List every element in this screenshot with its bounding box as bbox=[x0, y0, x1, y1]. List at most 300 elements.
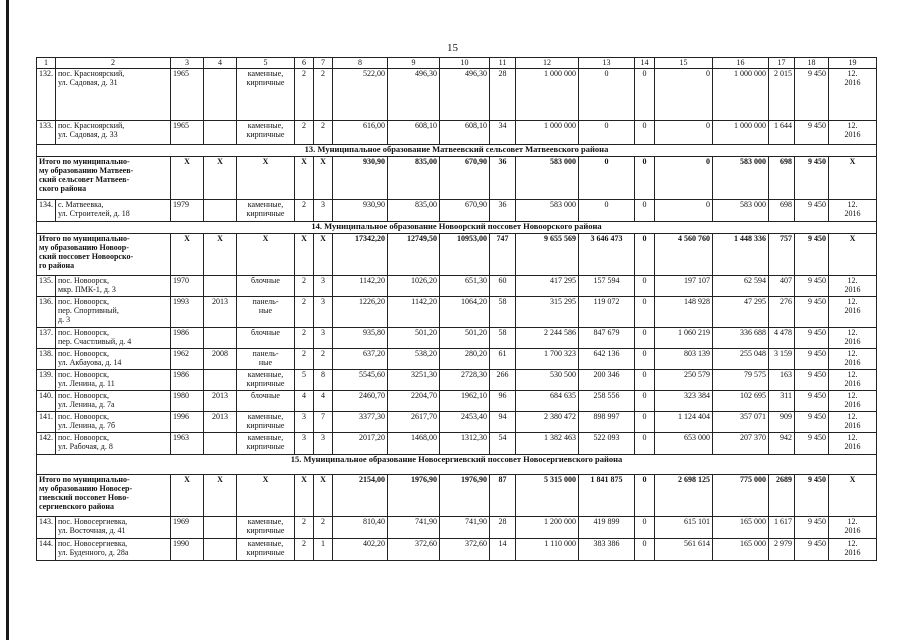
table-cell: 3 bbox=[314, 200, 333, 222]
subtotal-cell: 87 bbox=[490, 475, 516, 517]
table-cell: 0 bbox=[635, 433, 655, 455]
table-cell bbox=[204, 69, 237, 121]
table-cell: 12. 2016 bbox=[829, 121, 877, 145]
table-cell: 2 bbox=[295, 539, 314, 561]
table-cell: 496,30 bbox=[440, 69, 490, 121]
table-row bbox=[37, 391, 877, 412]
table-cell: 0 bbox=[655, 200, 713, 222]
row-number: 140. bbox=[37, 391, 56, 412]
column-number-cell: 6 bbox=[295, 58, 314, 69]
table-cell: 2 015 bbox=[769, 69, 795, 121]
table-cell: 323 384 bbox=[655, 391, 713, 412]
subtotal-cell: 757 bbox=[769, 234, 795, 276]
row-number: 138. bbox=[37, 349, 56, 370]
table-cell: 7 bbox=[314, 412, 333, 433]
table-cell: 12. 2016 bbox=[829, 433, 877, 455]
table-cell: 1965 bbox=[171, 69, 204, 121]
table-cell: 47 295 bbox=[713, 297, 769, 328]
table-cell: 1468,00 bbox=[388, 433, 440, 455]
table-cell: 1064,20 bbox=[440, 297, 490, 328]
table-cell: 1962 bbox=[171, 349, 204, 370]
table-cell: 0 bbox=[635, 328, 655, 349]
table-cell: панель- ные bbox=[237, 349, 295, 370]
table-cell: 2013 bbox=[204, 391, 237, 412]
subtotal-cell: 747 bbox=[490, 234, 516, 276]
table-cell: 1 000 000 bbox=[713, 69, 769, 121]
table-cell bbox=[204, 200, 237, 222]
table-cell: панель- ные bbox=[237, 297, 295, 328]
table-cell: 54 bbox=[490, 433, 516, 455]
subtotal-cell: 3 646 473 bbox=[579, 234, 635, 276]
table-cell: 12. 2016 bbox=[829, 200, 877, 222]
column-number-cell: 14 bbox=[635, 58, 655, 69]
table-row bbox=[37, 121, 877, 145]
table-cell: 165 000 bbox=[713, 517, 769, 539]
column-number-cell: 13 bbox=[579, 58, 635, 69]
subtotal-cell: 1976,90 bbox=[388, 475, 440, 517]
column-number-cell: 3 bbox=[171, 58, 204, 69]
section-heading: 13. Муниципальное образование Матвеевский сельсовет Матвеевского района bbox=[37, 145, 877, 157]
section-heading: 15. Муниципальное образование Новосергиевский поссовет Новосергиевского района bbox=[37, 455, 877, 475]
table-cell: 1969 bbox=[171, 517, 204, 539]
table-cell: 3 bbox=[314, 433, 333, 455]
table-cell: каменные, кирпичные bbox=[237, 121, 295, 145]
table-cell: 157 594 bbox=[579, 276, 635, 297]
table-cell: 1986 bbox=[171, 328, 204, 349]
table-cell: 9 450 bbox=[795, 276, 829, 297]
row-number: 137. bbox=[37, 328, 56, 349]
subtotal-cell: 0 bbox=[635, 234, 655, 276]
table-cell: 501,20 bbox=[388, 328, 440, 349]
table-cell: 1962,10 bbox=[440, 391, 490, 412]
table-cell: 9 450 bbox=[795, 69, 829, 121]
row-number: 143. bbox=[37, 517, 56, 539]
table-cell: 12. 2016 bbox=[829, 391, 877, 412]
table-cell: 2 979 bbox=[769, 539, 795, 561]
table-cell: 1 617 bbox=[769, 517, 795, 539]
table-cell: 909 bbox=[769, 412, 795, 433]
table-cell: 2 bbox=[295, 297, 314, 328]
subtotal-cell: 0 bbox=[655, 157, 713, 200]
table-cell: 12. 2016 bbox=[829, 412, 877, 433]
table-cell: 0 bbox=[635, 517, 655, 539]
table-cell: 9 450 bbox=[795, 433, 829, 455]
table-row bbox=[37, 370, 877, 391]
subtotal-cell: X bbox=[295, 234, 314, 276]
table-cell: 165 000 bbox=[713, 539, 769, 561]
table-cell: 9 450 bbox=[795, 517, 829, 539]
subtotal-cell: 698 bbox=[769, 157, 795, 200]
table-row bbox=[37, 349, 877, 370]
table-cell: 12. 2016 bbox=[829, 349, 877, 370]
table-cell: 0 bbox=[635, 349, 655, 370]
table-row bbox=[37, 328, 877, 349]
table-cell: 2460,70 bbox=[333, 391, 388, 412]
table-cell: 58 bbox=[490, 297, 516, 328]
subtotal-cell: 930,90 bbox=[333, 157, 388, 200]
subtotal-cell: X bbox=[171, 157, 204, 200]
table-cell: 207 370 bbox=[713, 433, 769, 455]
housing-register-table bbox=[36, 57, 877, 561]
table-cell: 9 450 bbox=[795, 328, 829, 349]
table-cell: 2013 bbox=[204, 297, 237, 328]
column-number-cell: 12 bbox=[516, 58, 579, 69]
table-cell: 522 093 bbox=[579, 433, 635, 455]
table-cell: 28 bbox=[490, 517, 516, 539]
row-number: 142. bbox=[37, 433, 56, 455]
table-cell: 2 bbox=[314, 121, 333, 145]
subtotal-cell: X bbox=[829, 234, 877, 276]
table-cell: 266 bbox=[490, 370, 516, 391]
table-cell: 28 bbox=[490, 69, 516, 121]
table-cell: 3377,30 bbox=[333, 412, 388, 433]
address-cell: пос. Новоорск, ул. Ленина, д. 7а bbox=[56, 391, 171, 412]
column-number-cell: 17 bbox=[769, 58, 795, 69]
table-cell: 4 bbox=[314, 391, 333, 412]
subtotal-cell: 0 bbox=[635, 157, 655, 200]
subtotal-cell: 0 bbox=[579, 157, 635, 200]
table-cell: 1990 bbox=[171, 539, 204, 561]
table-cell: 0 bbox=[635, 391, 655, 412]
table-cell: 583 000 bbox=[713, 200, 769, 222]
subtotal-cell: 2 698 125 bbox=[655, 475, 713, 517]
table-cell: 5 bbox=[295, 370, 314, 391]
table-cell: 2453,40 bbox=[440, 412, 490, 433]
table-cell: 835,00 bbox=[388, 200, 440, 222]
table-cell: 698 bbox=[769, 200, 795, 222]
table-cell: 12. 2016 bbox=[829, 517, 877, 539]
table-cell: 36 bbox=[490, 200, 516, 222]
table-cell: 1980 bbox=[171, 391, 204, 412]
column-number-cell: 1 bbox=[37, 58, 56, 69]
table-cell: 12. 2016 bbox=[829, 328, 877, 349]
table-cell bbox=[204, 517, 237, 539]
table-cell: 930,90 bbox=[333, 200, 388, 222]
subtotal-label: Итого по муниципально- му образованию Новосер- гиевский поссовет Ново- сергиевского района bbox=[37, 475, 171, 517]
table-cell: 670,90 bbox=[440, 200, 490, 222]
table-cell: 942 bbox=[769, 433, 795, 455]
table-cell: 583 000 bbox=[516, 200, 579, 222]
table-row bbox=[37, 433, 877, 455]
table-cell: 1 700 323 bbox=[516, 349, 579, 370]
row-number: 141. bbox=[37, 412, 56, 433]
table-cell: 847 679 bbox=[579, 328, 635, 349]
table-cell: 276 bbox=[769, 297, 795, 328]
table-cell: 2 244 586 bbox=[516, 328, 579, 349]
subtotal-cell: X bbox=[171, 475, 204, 517]
subtotal-cell: X bbox=[237, 157, 295, 200]
row-number: 136. bbox=[37, 297, 56, 328]
table-cell: 637,20 bbox=[333, 349, 388, 370]
table-row bbox=[37, 276, 877, 297]
subtotal-cell: 2154,00 bbox=[333, 475, 388, 517]
subtotal-cell: 9 450 bbox=[795, 157, 829, 200]
table-cell: 651,30 bbox=[440, 276, 490, 297]
table-cell bbox=[204, 328, 237, 349]
table-cell: 315 295 bbox=[516, 297, 579, 328]
row-number: 135. bbox=[37, 276, 56, 297]
table-row bbox=[37, 69, 877, 121]
table-cell: 1226,20 bbox=[333, 297, 388, 328]
table-cell: 402,20 bbox=[333, 539, 388, 561]
table-cell: 561 614 bbox=[655, 539, 713, 561]
table-cell: 79 575 bbox=[713, 370, 769, 391]
address-cell: с. Матвеевка, ул. Строителей, д. 18 bbox=[56, 200, 171, 222]
table-cell: 12. 2016 bbox=[829, 69, 877, 121]
column-number-cell: 18 bbox=[795, 58, 829, 69]
table-cell: 9 450 bbox=[795, 539, 829, 561]
table-cell: 2 bbox=[314, 517, 333, 539]
table-cell: 1979 bbox=[171, 200, 204, 222]
row-number: 132. bbox=[37, 69, 56, 121]
table-cell: 1312,30 bbox=[440, 433, 490, 455]
table-cell: 407 bbox=[769, 276, 795, 297]
column-number-cell: 5 bbox=[237, 58, 295, 69]
subtotal-cell: X bbox=[295, 475, 314, 517]
table-cell: 3 bbox=[295, 412, 314, 433]
table-cell: 12. 2016 bbox=[829, 539, 877, 561]
table-cell: 1 110 000 bbox=[516, 539, 579, 561]
table-cell: 9 450 bbox=[795, 349, 829, 370]
table-cell: 255 048 bbox=[713, 349, 769, 370]
table-cell: 1 060 219 bbox=[655, 328, 713, 349]
subtotal-row bbox=[37, 234, 877, 276]
table-cell: каменные, кирпичные bbox=[237, 517, 295, 539]
table-row bbox=[37, 517, 877, 539]
table-cell: 419 899 bbox=[579, 517, 635, 539]
column-number-row bbox=[37, 58, 877, 69]
table-cell: 62 594 bbox=[713, 276, 769, 297]
subtotal-cell: 36 bbox=[490, 157, 516, 200]
subtotal-cell: X bbox=[171, 234, 204, 276]
table-cell: каменные, кирпичные bbox=[237, 200, 295, 222]
table-cell: 311 bbox=[769, 391, 795, 412]
table-cell: 9 450 bbox=[795, 370, 829, 391]
table-cell: 608,10 bbox=[388, 121, 440, 145]
subtotal-row bbox=[37, 157, 877, 200]
address-cell: пос. Красноярский, ул. Садовая, д. 31 bbox=[56, 69, 171, 121]
subtotal-cell: 583 000 bbox=[713, 157, 769, 200]
table-cell: 2 bbox=[295, 349, 314, 370]
table-cell: 898 997 bbox=[579, 412, 635, 433]
table-cell: 9 450 bbox=[795, 121, 829, 145]
table-cell: 2008 bbox=[204, 349, 237, 370]
subtotal-cell: X bbox=[237, 475, 295, 517]
table-cell: 2 bbox=[295, 69, 314, 121]
table-cell: 0 bbox=[655, 121, 713, 145]
address-cell: пос. Новосергиевка, ул. Восточная, д. 41 bbox=[56, 517, 171, 539]
subtotal-cell: 4 560 760 bbox=[655, 234, 713, 276]
subtotal-cell: X bbox=[314, 475, 333, 517]
subtotal-cell: X bbox=[829, 475, 877, 517]
subtotal-cell: X bbox=[314, 234, 333, 276]
address-cell: пос. Новоорск, пер. Спортивный, д. 3 bbox=[56, 297, 171, 328]
table-cell: 250 579 bbox=[655, 370, 713, 391]
table-cell: 119 072 bbox=[579, 297, 635, 328]
table-cell: 12. 2016 bbox=[829, 297, 877, 328]
table-cell: 2 bbox=[295, 121, 314, 145]
page-number: 15 bbox=[447, 42, 458, 54]
table-cell: 1963 bbox=[171, 433, 204, 455]
section-heading: 14. Муниципальное образование Новоорский поссовет Новоорского района bbox=[37, 222, 877, 234]
subtotal-cell: X bbox=[204, 157, 237, 200]
table-cell: 3 bbox=[314, 297, 333, 328]
subtotal-cell: 9 450 bbox=[795, 475, 829, 517]
table-cell: 1970 bbox=[171, 276, 204, 297]
subtotal-cell: 1 841 875 bbox=[579, 475, 635, 517]
table-cell: 642 136 bbox=[579, 349, 635, 370]
table-cell: 34 bbox=[490, 121, 516, 145]
section-heading-row bbox=[37, 455, 877, 475]
subtotal-cell: 5 315 000 bbox=[516, 475, 579, 517]
table-cell: 522,00 bbox=[333, 69, 388, 121]
table-cell: 9 450 bbox=[795, 297, 829, 328]
subtotal-cell: 583 000 bbox=[516, 157, 579, 200]
table-cell: 5545,60 bbox=[333, 370, 388, 391]
column-number-cell: 15 bbox=[655, 58, 713, 69]
table-cell: 741,90 bbox=[388, 517, 440, 539]
table-cell: 2 bbox=[314, 69, 333, 121]
address-cell: пос. Новоорск, ул. Ленина, д. 7б bbox=[56, 412, 171, 433]
address-cell: пос. Новоорск, ул. Акбауова, д. 14 bbox=[56, 349, 171, 370]
address-cell: пос. Красноярский, ул. Садовая, д. 33 bbox=[56, 121, 171, 145]
table-cell: 197 107 bbox=[655, 276, 713, 297]
table-cell: 14 bbox=[490, 539, 516, 561]
table-cell bbox=[204, 539, 237, 561]
table-cell: 803 139 bbox=[655, 349, 713, 370]
table-cell: 2 bbox=[295, 276, 314, 297]
table-cell: 102 695 bbox=[713, 391, 769, 412]
table-cell: 1 000 000 bbox=[516, 69, 579, 121]
subtotal-label: Итого по муниципально- му образованию Новоор- ский поссовет Новоорско- го района bbox=[37, 234, 171, 276]
subtotal-cell: 2689 bbox=[769, 475, 795, 517]
table-cell: 60 bbox=[490, 276, 516, 297]
table-cell: 2728,30 bbox=[440, 370, 490, 391]
table-cell: 1986 bbox=[171, 370, 204, 391]
table-cell: 653 000 bbox=[655, 433, 713, 455]
table-cell bbox=[204, 433, 237, 455]
table-cell: 1 644 bbox=[769, 121, 795, 145]
section-heading-row bbox=[37, 145, 877, 157]
table-cell: каменные, кирпичные bbox=[237, 433, 295, 455]
subtotal-cell: X bbox=[237, 234, 295, 276]
table-cell: 0 bbox=[635, 276, 655, 297]
column-number-cell: 10 bbox=[440, 58, 490, 69]
table-cell: 200 346 bbox=[579, 370, 635, 391]
table-cell: 3 bbox=[314, 276, 333, 297]
address-cell: пос. Новоорск, пер. Счастливый, д. 4 bbox=[56, 328, 171, 349]
subtotal-cell: X bbox=[829, 157, 877, 200]
table-cell: 1 000 000 bbox=[516, 121, 579, 145]
table-cell: 336 688 bbox=[713, 328, 769, 349]
table-cell: каменные, кирпичные bbox=[237, 539, 295, 561]
table-cell: 1142,20 bbox=[333, 276, 388, 297]
subtotal-cell: 835,00 bbox=[388, 157, 440, 200]
table-cell: 357 071 bbox=[713, 412, 769, 433]
table-cell: 383 386 bbox=[579, 539, 635, 561]
table-cell: 616,00 bbox=[333, 121, 388, 145]
table-cell: 2 bbox=[295, 200, 314, 222]
table-row bbox=[37, 200, 877, 222]
table-cell: 741,90 bbox=[440, 517, 490, 539]
table-cell: 94 bbox=[490, 412, 516, 433]
table-cell: 0 bbox=[635, 297, 655, 328]
table-cell: блочные bbox=[237, 276, 295, 297]
subtotal-cell: 9 450 bbox=[795, 234, 829, 276]
table-cell: 12. 2016 bbox=[829, 276, 877, 297]
table-cell: 2017,20 bbox=[333, 433, 388, 455]
table-cell: 9 450 bbox=[795, 412, 829, 433]
subtotal-cell: 670,90 bbox=[440, 157, 490, 200]
table-cell: каменные, кирпичные bbox=[237, 370, 295, 391]
table-cell: 1026,20 bbox=[388, 276, 440, 297]
table-cell: 9 450 bbox=[795, 200, 829, 222]
table-cell: 0 bbox=[635, 370, 655, 391]
address-cell: пос. Новоорск, ул. Ленина, д. 11 bbox=[56, 370, 171, 391]
table-cell: 8 bbox=[314, 370, 333, 391]
table-cell: 0 bbox=[635, 121, 655, 145]
table-cell: 2 bbox=[295, 328, 314, 349]
table-cell: 58 bbox=[490, 328, 516, 349]
table-cell: 1996 bbox=[171, 412, 204, 433]
subtotal-cell: X bbox=[314, 157, 333, 200]
table-cell bbox=[204, 121, 237, 145]
subtotal-cell: X bbox=[204, 475, 237, 517]
table-cell: каменные, кирпичные bbox=[237, 69, 295, 121]
column-number-cell: 4 bbox=[204, 58, 237, 69]
table-cell: 3 bbox=[295, 433, 314, 455]
table-cell: 280,20 bbox=[440, 349, 490, 370]
section-heading-row bbox=[37, 222, 877, 234]
table-cell: 2 380 472 bbox=[516, 412, 579, 433]
subtotal-cell: 0 bbox=[635, 475, 655, 517]
table-cell: 684 635 bbox=[516, 391, 579, 412]
subtotal-label: Итого по муниципально- му образованию Матвеев- ский сельсовет Матвеев- ского района bbox=[37, 157, 171, 200]
table-cell: 530 500 bbox=[516, 370, 579, 391]
table-cell: 0 bbox=[579, 121, 635, 145]
table-cell: 538,20 bbox=[388, 349, 440, 370]
table-cell: 9 450 bbox=[795, 391, 829, 412]
table-cell: 4 bbox=[295, 391, 314, 412]
table-cell: 3251,30 bbox=[388, 370, 440, 391]
table-cell: 2013 bbox=[204, 412, 237, 433]
table-cell: 0 bbox=[579, 200, 635, 222]
address-cell: пос. Новоорск, мкр. ПМК-1, д. 3 bbox=[56, 276, 171, 297]
table-cell: каменные, кирпичные bbox=[237, 412, 295, 433]
subtotal-cell: 17342,20 bbox=[333, 234, 388, 276]
table-cell: 0 bbox=[655, 69, 713, 121]
table-cell: 1 200 000 bbox=[516, 517, 579, 539]
table-cell: 0 bbox=[635, 412, 655, 433]
table-cell: 2204,70 bbox=[388, 391, 440, 412]
table-cell: блочные bbox=[237, 391, 295, 412]
column-number-cell: 2 bbox=[56, 58, 171, 69]
table-cell: 2 bbox=[314, 349, 333, 370]
table-cell: 1 124 404 bbox=[655, 412, 713, 433]
subtotal-cell: X bbox=[295, 157, 314, 200]
column-number-cell: 16 bbox=[713, 58, 769, 69]
column-number-cell: 9 bbox=[388, 58, 440, 69]
table-cell: 0 bbox=[635, 69, 655, 121]
table-cell: 148 928 bbox=[655, 297, 713, 328]
subtotal-cell: 12749,50 bbox=[388, 234, 440, 276]
table-row bbox=[37, 539, 877, 561]
table-cell: 1 000 000 bbox=[713, 121, 769, 145]
subtotal-cell: 1976,90 bbox=[440, 475, 490, 517]
column-number-cell: 11 bbox=[490, 58, 516, 69]
subtotal-cell: 10953,00 bbox=[440, 234, 490, 276]
column-number-cell: 19 bbox=[829, 58, 877, 69]
